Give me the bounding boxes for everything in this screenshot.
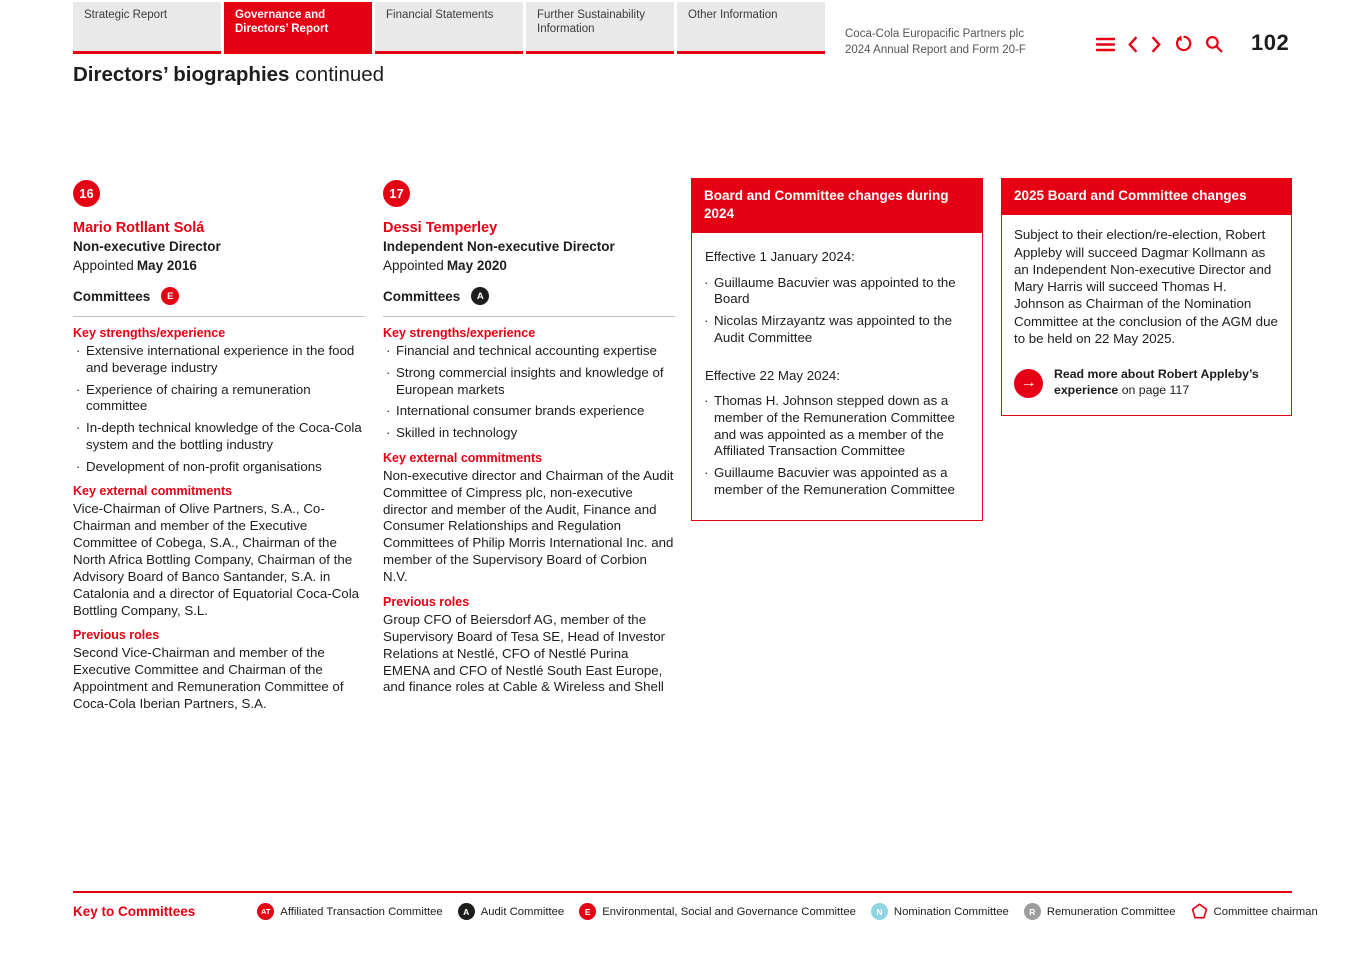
external-commitments-heading: Key external commitments [383, 450, 543, 465]
changes-list [701, 275, 972, 347]
previous-roles-text: Group CFO of Beiersdorf AG, member of the Supervisory Board of Tesa SE, Head of Investor Relations at Nestlé, CFO of Nestlé Purina EMENA and CFO of Nestlé South East Europe, and finance roles at Cable & Wireless and Shell [383, 611, 666, 695]
effective-date-heading: Effective 1 January 2024: [705, 249, 855, 265]
legend-item [458, 903, 565, 920]
appointed-label: Appointed [383, 258, 444, 273]
strengths-heading: Key strengths/experience [73, 326, 226, 340]
chevron-left-icon[interactable] [1128, 36, 1138, 53]
remuneration-badge-icon: R [1024, 903, 1041, 920]
legend-item [579, 903, 856, 920]
appointed-label: Appointed [73, 258, 134, 273]
list-item: · Experience of chairing a remuneration committee [73, 382, 365, 416]
board-changes-2024-box [691, 178, 983, 521]
external-commitments-text: Non-executive director and Chairman of the Audit Committee of Cimpress plc, non-executive director and member of the Audit, Finance and Consumer Relationships and Regulation Committees of Philip Morris International Inc. and member of the Supervisory Board of Corbion N.V. [383, 467, 674, 584]
menu-icon[interactable] [1096, 37, 1115, 52]
page-title-bold: Directors’ biographies [73, 63, 290, 86]
strengths-list [383, 343, 675, 442]
tab-governance-directors-report[interactable]: Governance and Directors’ Report [224, 2, 372, 54]
legend-item [871, 903, 1009, 920]
chevron-right-icon[interactable] [1151, 36, 1161, 53]
committee-badge-esg-icon: E [161, 287, 179, 305]
legend-label: Environmental, Social and Governance Committee [602, 905, 856, 918]
legend-label: Affiliated Transaction Committee [280, 905, 443, 918]
list-item: · Guillaume Bacuvier was appointed as a member of the Remuneration Committee [701, 465, 972, 499]
list-item: · Development of non-profit organisations [73, 459, 365, 476]
previous-roles-heading: Previous roles [73, 628, 160, 643]
section-tab-bar [73, 2, 825, 54]
page-title-continued: continued [295, 63, 385, 86]
tab-other-information[interactable]: Other Information [677, 2, 825, 54]
committee-legend [257, 903, 1317, 920]
committees-label: Committees [73, 288, 151, 304]
undo-icon[interactable] [1174, 35, 1192, 53]
director-appointed [383, 258, 675, 273]
legend-label: Audit Committee [480, 905, 565, 918]
box-paragraph: Subject to their election/re-election, Robert Appleby will succeed Dagmar Kollmann as an Independent Non-executive Director and Mary Harris will succeed Thomas H. Johnson as Chairman of the Nomination Committee at the conclusion of the AGM due to be held on 22 May 2025. [1014, 227, 1278, 346]
box-title: Board and Committee changes during 2024 [692, 179, 982, 233]
footer-title: Key to Committees [73, 904, 196, 919]
external-commitments-heading: Key external commitments [73, 484, 233, 499]
director-appointed [73, 258, 365, 273]
legend-item [1191, 903, 1318, 920]
list-item: · Skilled in technology [383, 425, 675, 442]
committee-chairman-icon [1191, 903, 1208, 920]
appointed-value: May 2020 [446, 258, 507, 273]
audit-badge-icon: A [458, 903, 475, 920]
page-title [73, 63, 384, 87]
report-identifier [845, 27, 1026, 58]
divider [73, 316, 365, 317]
nomination-badge-icon: N [871, 903, 888, 920]
external-commitments-text: Vice-Chairman of Olive Partners, S.A., Co-Chairman and member of the Executive Committee of Cobega, S.A., Chairman of the North Africa Bottling Company, Chairman of the Advisory Board of Banco Santander, S.A. in Catalonia and a director of Equatorial Coca-Cola Bottling Company, S.L. [73, 501, 360, 618]
director-role: Independent Non-executive Director [383, 239, 615, 254]
director-number: 17 [389, 186, 404, 201]
list-item: · In-depth technical knowledge of the Coca-Cola system and the bottling industry [73, 420, 365, 454]
director-number: 16 [79, 186, 94, 201]
effective-date-heading: Effective 22 May 2024: [705, 367, 841, 383]
director-number-badge [383, 180, 410, 207]
changes-list [701, 393, 972, 499]
report-identifier-line2: 2024 Annual Report and Form 20-F [845, 43, 1026, 56]
tab-further-sustainability-information[interactable]: Further Sustainability Information [526, 2, 674, 54]
committees-label: Committees [383, 288, 461, 304]
divider [383, 316, 675, 317]
list-item: · Extensive international experience in the food and beverage industry [73, 343, 365, 377]
legend-label: Nomination Committee [893, 905, 1009, 918]
list-item: · Financial and technical accounting expertise [383, 343, 675, 360]
director-bio-16 [73, 178, 365, 719]
committee-badge-audit-icon: A [471, 287, 489, 305]
list-item: · International consumer brands experience [383, 403, 675, 420]
list-item: · Guillaume Bacuvier was appointed to the Board [701, 275, 972, 309]
arrow-right-icon[interactable]: → [1014, 369, 1043, 398]
read-more-bold: Read more about Robert Appleby’s experience [1054, 367, 1259, 398]
director-role: Non-executive Director [73, 239, 221, 254]
read-more-regular: on page 117 [1121, 383, 1190, 398]
legend-item [1024, 903, 1176, 920]
read-more-text [1054, 367, 1278, 399]
previous-roles-text: Second Vice-Chairman and member of the Executive Committee and Chairman of the Appointment and Remuneration Committee of Coca-Cola Iberian Partners, S.A. [73, 645, 344, 711]
director-number-badge [73, 180, 100, 207]
director-name: Mario Rotllant Solá [73, 220, 205, 236]
list-item: · Nicolas Mirzayantz was appointed to the Audit Committee [701, 313, 972, 347]
director-name: Dessi Temperley [383, 220, 498, 236]
box-body [692, 233, 982, 519]
tab-strategic-report[interactable]: Strategic Report [73, 2, 221, 54]
report-identifier-line1: Coca-Cola Europacific Partners plc [845, 28, 1024, 40]
list-item: · Strong commercial insights and knowledge of European markets [383, 365, 675, 399]
legend-label: Committee chairman [1213, 905, 1318, 918]
search-icon[interactable] [1205, 35, 1223, 53]
affiliated-transaction-badge-icon: AT [257, 903, 274, 920]
director-committees [73, 287, 365, 305]
page-number: 102 [1251, 30, 1290, 55]
legend-label: Remuneration Committee [1046, 905, 1176, 918]
board-changes-2025-box [1001, 178, 1292, 416]
legend-item [257, 903, 442, 920]
strengths-list [73, 343, 365, 475]
box-title: 2025 Board and Committee changes [1002, 179, 1291, 215]
previous-roles-heading: Previous roles [383, 594, 470, 609]
director-committees [383, 287, 675, 305]
tab-financial-statements[interactable]: Financial Statements [375, 2, 523, 54]
list-item: · Thomas H. Johnson stepped down as a member of the Remuneration Committee and was appointed as a member of the Affiliated Transaction Committee [701, 393, 972, 460]
viewer-toolbar [1096, 35, 1223, 53]
esg-badge-icon: E [579, 903, 596, 920]
read-more-link[interactable] [1014, 367, 1278, 399]
box-body [1002, 215, 1291, 415]
director-bio-17 [383, 178, 675, 702]
committee-key-footer [73, 891, 1318, 920]
strengths-heading: Key strengths/experience [383, 326, 536, 340]
appointed-value: May 2016 [136, 258, 197, 273]
